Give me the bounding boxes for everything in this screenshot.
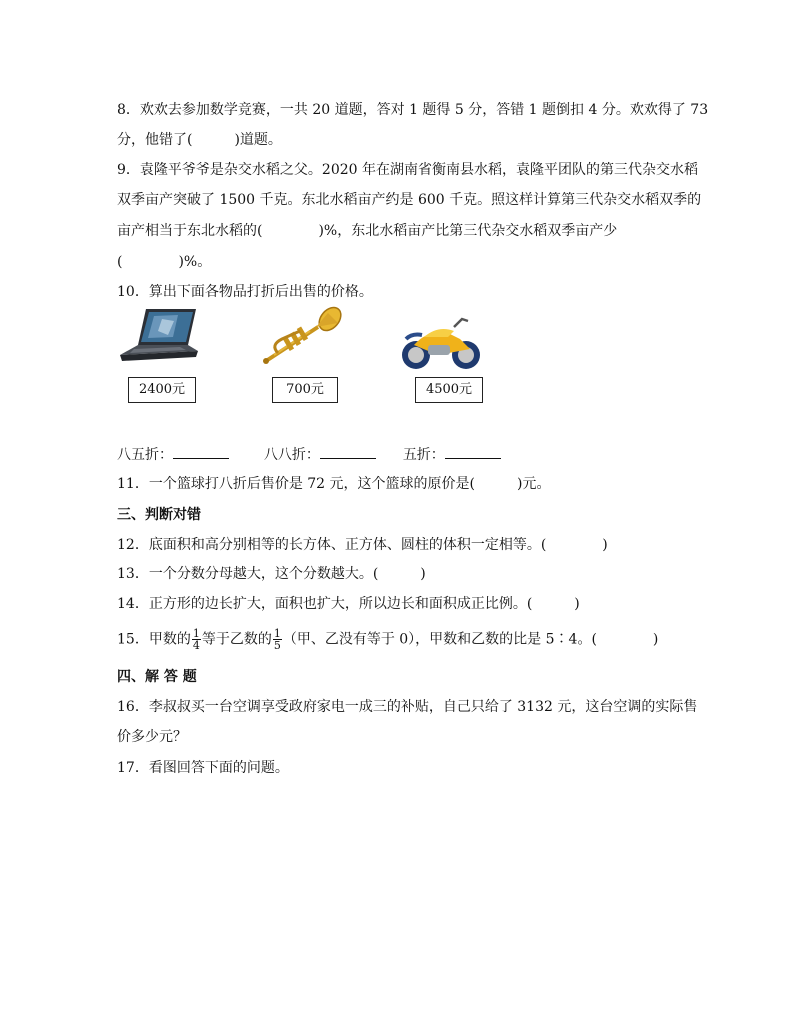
laptop-icon	[118, 307, 200, 363]
q9-line4: ( )%。	[117, 254, 212, 270]
discount-50-label: 五折：	[402, 447, 445, 463]
frac2-numerator: 1	[273, 627, 281, 640]
q9-line1: 9．袁隆平爷爷是杂交水稻之父。2020 年在湖南省衡南县水稻，袁隆平团队的第三代杂交水稻	[117, 162, 698, 178]
discount-row	[117, 444, 501, 465]
q15-text	[117, 628, 658, 651]
discount-88-blank[interactable]	[320, 444, 376, 459]
section-3-heading: 三、判断对错	[117, 507, 201, 523]
q11-text: 11．一个篮球打八折后售价是 72 元，这个篮球的原价是( )元。	[117, 476, 551, 492]
q15-suffix: （甲、乙没有等于 0），甲数和乙数的比是 5∶4。( )	[282, 631, 659, 648]
frac2-denominator: 5	[273, 639, 281, 652]
price-trumpet: 700元	[272, 377, 338, 403]
q10-text: 10．算出下面各物品打折后出售的价格。	[117, 284, 373, 300]
q15-middle: 等于乙数的	[201, 631, 272, 648]
price-motorcycle: 4500元	[415, 377, 483, 403]
q16-line2: 价多少元？	[117, 729, 187, 745]
fraction-one-quarter	[192, 628, 201, 651]
discount-85-label: 八五折：	[117, 447, 173, 463]
q8-line2: 分，他错了( )道题。	[117, 132, 282, 148]
frac1-denominator: 4	[192, 639, 200, 652]
discount-50-blank[interactable]	[445, 444, 501, 459]
q8-line1: 8．欢欢去参加数学竞赛，一共 20 道题，答对 1 题得 5 分，答错 1 题倒扣 4 分。欢欢得了 73	[117, 102, 709, 118]
frac1-numerator: 1	[192, 627, 200, 640]
q16-line1: 16．李叔叔买一台空调享受政府家电一成三的补贴，自己只给了 3132 元，这台空调的实际售	[117, 699, 698, 715]
motorcycle-icon	[398, 315, 484, 373]
discount-88-label: 八八折：	[263, 447, 320, 463]
fraction-one-fifth	[273, 628, 282, 651]
q13-text: 13．一个分数分母越大，这个分数越大。( )	[117, 566, 426, 582]
q9-line3: 亩产相当于东北水稻的( )%，东北水稻亩产比第三代杂交水稻双季亩产少	[117, 223, 618, 239]
trumpet-icon	[260, 305, 344, 367]
q12-text: 12．底面积和高分别相等的长方体、正方体、圆柱的体积一定相等。( )	[117, 537, 608, 553]
q17-text: 17．看图回答下面的问题。	[117, 760, 289, 776]
price-laptop: 2400元	[128, 377, 196, 403]
discount-85-blank[interactable]	[173, 444, 229, 459]
q15-prefix: 15．甲数的	[117, 631, 191, 648]
q14-text: 14．正方形的边长扩大，面积也扩大，所以边长和面积成正比例。( )	[117, 596, 580, 612]
q9-line2: 双季亩产突破了 1500 千克。东北水稻亩产约是 600 千克。照这样计算第三代杂交水稻双季的	[117, 192, 702, 208]
section-4-heading: 四、解 答 题	[117, 669, 197, 685]
